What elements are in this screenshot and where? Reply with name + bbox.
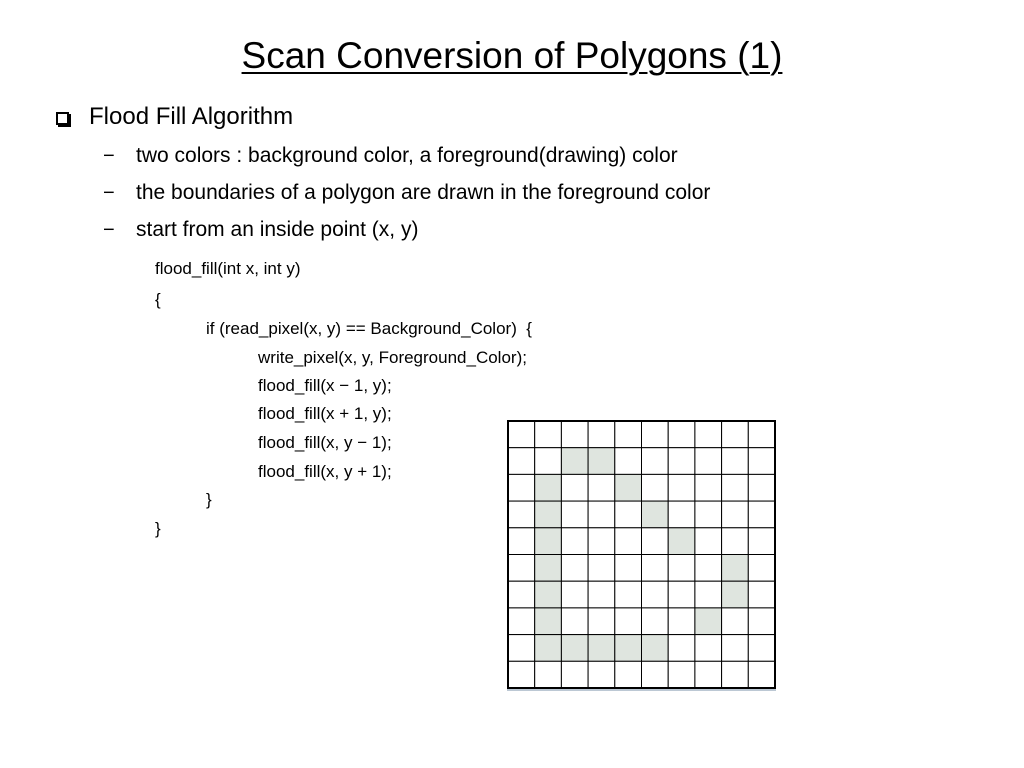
grid-cell xyxy=(615,528,642,555)
grid-cell-filled xyxy=(668,528,695,555)
grid-cell xyxy=(668,608,695,635)
grid-cell xyxy=(748,448,775,475)
grid-cell xyxy=(642,581,669,608)
grid-cell-filled xyxy=(588,635,615,662)
grid-cell xyxy=(535,448,562,475)
grid-cell xyxy=(642,421,669,448)
dash-bullet-icon: − xyxy=(103,181,115,204)
slide-title: Scan Conversion of Polygons (1) xyxy=(241,35,783,76)
grid-cell xyxy=(695,421,722,448)
code-line-write-pixel: write_pixel(x, y, Foreground_Color); xyxy=(258,348,527,367)
code-line-fill-right: flood_fill(x + 1, y); xyxy=(258,404,392,423)
grid-cell xyxy=(695,528,722,555)
grid-cell-filled xyxy=(561,448,588,475)
grid-cell xyxy=(722,421,749,448)
code-line-fill-down: flood_fill(x, y + 1); xyxy=(258,462,392,481)
code-line-fill-up: flood_fill(x, y − 1); xyxy=(258,433,392,452)
grid-cell xyxy=(615,555,642,582)
grid-cell xyxy=(508,528,535,555)
grid-cell xyxy=(748,474,775,501)
grid-cell xyxy=(642,608,669,635)
grid-cell xyxy=(748,421,775,448)
grid-cell xyxy=(561,608,588,635)
grid-cell xyxy=(535,421,562,448)
grid-cell xyxy=(508,474,535,501)
grid-cell xyxy=(508,608,535,635)
grid-cell xyxy=(508,635,535,662)
grid-cell-filled xyxy=(535,581,562,608)
grid-cell xyxy=(615,421,642,448)
grid-cell xyxy=(695,581,722,608)
code-line-open-brace: { xyxy=(155,290,161,309)
grid-cell xyxy=(561,474,588,501)
grid-cell xyxy=(748,661,775,688)
grid-cell xyxy=(508,421,535,448)
grid-cell xyxy=(748,635,775,662)
grid-cell xyxy=(748,608,775,635)
grid-cell xyxy=(561,528,588,555)
grid-cell-filled xyxy=(642,635,669,662)
grid-cell xyxy=(588,608,615,635)
grid-cell xyxy=(722,661,749,688)
grid-cell xyxy=(508,581,535,608)
grid-cell xyxy=(588,528,615,555)
grid-cell xyxy=(588,474,615,501)
grid-cell xyxy=(695,474,722,501)
grid-cell xyxy=(695,448,722,475)
grid-cell xyxy=(561,421,588,448)
grid-cell xyxy=(642,528,669,555)
sub-item-start-point xyxy=(103,216,418,244)
grid-cell xyxy=(642,555,669,582)
pixel-grid-diagram xyxy=(507,420,776,691)
grid-cell-filled xyxy=(695,608,722,635)
sub-item-text: the boundaries of a polygon are drawn in the foreground color xyxy=(136,181,711,204)
sub-item-boundaries xyxy=(103,179,710,207)
dash-bullet-icon: − xyxy=(103,218,115,241)
grid-cell xyxy=(695,661,722,688)
grid-cell xyxy=(508,501,535,528)
grid-cell xyxy=(722,501,749,528)
grid-cell-filled xyxy=(535,474,562,501)
grid-cell xyxy=(561,501,588,528)
sub-item-text: two colors : background color, a foreground(drawing) color xyxy=(136,144,678,167)
grid-cell xyxy=(722,608,749,635)
grid-cell xyxy=(668,474,695,501)
grid-cell xyxy=(561,661,588,688)
grid-cell xyxy=(668,581,695,608)
grid-cell xyxy=(535,661,562,688)
grid-cell xyxy=(722,448,749,475)
grid-cell xyxy=(642,448,669,475)
sub-item-text: start from an inside point (x, y) xyxy=(136,218,419,241)
grid-cell xyxy=(561,581,588,608)
grid-cell xyxy=(588,661,615,688)
grid-cell xyxy=(588,581,615,608)
code-line-if: if (read_pixel(x, y) == Background_Color) { xyxy=(206,319,532,338)
grid-cell-filled xyxy=(615,474,642,501)
grid-cell xyxy=(615,448,642,475)
grid-cell xyxy=(508,661,535,688)
grid-cell xyxy=(748,581,775,608)
grid-cell xyxy=(722,635,749,662)
grid-cell xyxy=(668,661,695,688)
grid-cell xyxy=(615,608,642,635)
grid-cell xyxy=(508,555,535,582)
grid-cell xyxy=(695,555,722,582)
grid-cell xyxy=(748,555,775,582)
sub-item-two-colors xyxy=(103,142,678,170)
grid-cell xyxy=(615,501,642,528)
grid-cell xyxy=(695,501,722,528)
grid-cell xyxy=(588,555,615,582)
grid-cell-filled xyxy=(535,608,562,635)
grid-cell-filled xyxy=(535,501,562,528)
code-line-close-brace: } xyxy=(155,519,161,538)
grid-cell-filled xyxy=(535,635,562,662)
grid-cell-filled xyxy=(535,528,562,555)
grid-cell xyxy=(588,421,615,448)
grid-cell xyxy=(561,555,588,582)
grid-cell xyxy=(668,555,695,582)
bullet-text: Flood Fill Algorithm xyxy=(89,103,294,130)
grid-cell xyxy=(508,448,535,475)
grid-cell-filled xyxy=(588,448,615,475)
grid-cell-filled xyxy=(722,581,749,608)
grid-cell xyxy=(748,501,775,528)
grid-cell xyxy=(668,501,695,528)
grid-cell xyxy=(642,661,669,688)
grid-cell xyxy=(615,661,642,688)
grid-cell xyxy=(695,635,722,662)
grid-cell xyxy=(668,635,695,662)
code-line-signature: flood_fill(int x, int y) xyxy=(155,259,301,278)
code-line-fill-left: flood_fill(x − 1, y); xyxy=(258,376,392,395)
grid-cell xyxy=(642,474,669,501)
grid-cell-filled xyxy=(535,555,562,582)
grid-cell-filled xyxy=(561,635,588,662)
grid-cell-filled xyxy=(615,635,642,662)
checkbox-bullet-icon xyxy=(56,112,69,125)
grid-cell xyxy=(748,528,775,555)
grid-cell-filled xyxy=(722,555,749,582)
grid-cell xyxy=(615,581,642,608)
grid-cell xyxy=(588,501,615,528)
grid-cell-filled xyxy=(642,501,669,528)
grid-cell xyxy=(668,421,695,448)
grid-cell xyxy=(722,528,749,555)
grid-cell xyxy=(722,474,749,501)
pixel-grid-svg xyxy=(507,420,776,689)
code-line-close-if: } xyxy=(206,490,212,509)
grid-cell xyxy=(668,448,695,475)
bullet-flood-fill xyxy=(56,100,293,134)
dash-bullet-icon: − xyxy=(103,144,115,167)
